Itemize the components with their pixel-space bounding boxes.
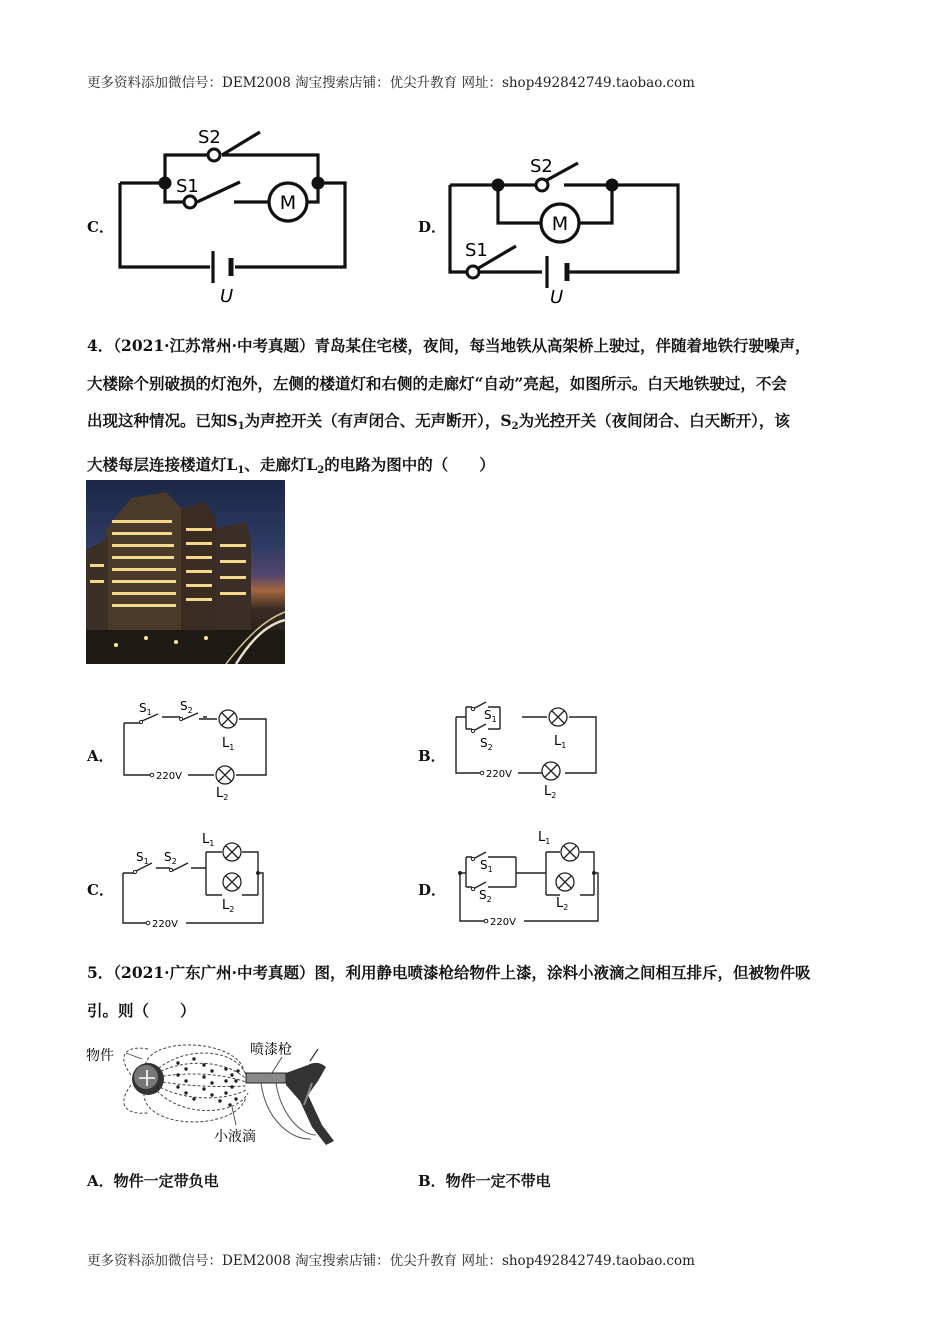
apartment-night-photo (86, 480, 285, 664)
q4-question-text: 4．（2021·江苏常州·中考真题）青岛某住宅楼，夜间，每当地铁从高架桥上驶过，伴随着地铁行驶噪声， 大楼除个别破损的灯泡外，左侧的楼道灯和右侧的走廊灯“自动”亮起，如图所示。白天地铁驶过，不会 出现这种情况。已知$S_1$为声控开关（有声闭合、无声断开），$S_2$为光控开关（夜间闭合、白天断开），该 大楼每层连接楼道灯$L_1$、走廊灯$L_2$的电路为图中的（ ） (87, 336, 811, 476)
svg-text:S2: $S_2$ (479, 888, 492, 904)
q5-question-text: 5．（2021·广东广州·中考真题）图，利用静电喷漆枪给物件上漆，涂料小液滴之间相互排斥，但被物件吸 引。则（ ） (87, 963, 811, 1020)
svg-text:220V: 220V (152, 919, 178, 930)
label-object: 物件 (86, 1048, 114, 1064)
label-droplet: 小液滴 (214, 1129, 256, 1145)
q4-circuit-b (448, 695, 608, 805)
q4-option-b-label[interactable]: B． (418, 747, 446, 765)
svg-text:L2: $L_2$ (222, 898, 235, 914)
q4-source: （2021·江苏常州·中考真题） (113, 336, 315, 355)
q3d-s2-label: S2 (530, 156, 553, 177)
q5-option-a[interactable]: A．物件一定带负电 (87, 1172, 219, 1190)
svg-text:S1: $S_1$ (136, 850, 149, 866)
q3-circuit-d (440, 150, 690, 310)
q4-circuit-d (448, 825, 608, 937)
q5-number: 5． (87, 963, 114, 982)
svg-text:220V: 220V (490, 917, 516, 928)
q5-source: （2021·广东广州·中考真题） (113, 963, 315, 982)
page-header: 更多资料添加微信号：DEM2008 淘宝搜索店铺：优尖升教育 网址：shop492842749.taobao.com (87, 75, 695, 91)
q3c-motor-label: M (279, 192, 297, 214)
svg-text:220V: 220V (486, 769, 512, 780)
q3c-u-label: U (220, 286, 234, 307)
q3c-s1-label: S1 (176, 176, 199, 197)
svg-text:S1: $S_1$ (484, 708, 497, 724)
svg-text:S1: $S_1$ (139, 701, 152, 717)
svg-text:L2: $L_2$ (216, 786, 229, 802)
svg-text:L1: $L_1$ (222, 736, 235, 752)
svg-text:S2: $S_2$ (180, 699, 193, 715)
q4-option-a-label[interactable]: A． (87, 747, 114, 765)
q3c-s2-label: S2 (198, 127, 221, 148)
q4-circuit-a (118, 695, 278, 805)
q4-circuit-c (118, 825, 278, 937)
label-spray-gun: 喷漆枪 (250, 1042, 292, 1058)
q4-option-c-label[interactable]: C． (87, 881, 114, 899)
svg-text:S2: $S_2$ (164, 850, 177, 866)
q3-circuit-c (110, 120, 360, 310)
q3d-u-label: U (550, 287, 564, 308)
svg-text:L1: $L_1$ (202, 832, 215, 848)
page-footer: 更多资料添加微信号：DEM2008 淘宝搜索店铺：优尖升教育 网址：shop492842749.taobao.com (87, 1253, 695, 1269)
q5-option-b[interactable]: B．物件一定不带电 (418, 1172, 551, 1190)
q3-option-d-label[interactable]: D． (418, 218, 447, 236)
q3d-motor-label: M (551, 213, 569, 235)
q4-number: 4． (87, 336, 114, 355)
svg-text:L2: $L_2$ (544, 784, 557, 800)
q3-option-c-label[interactable]: C． (87, 218, 114, 236)
q4-option-d-label[interactable]: D． (418, 881, 447, 899)
spray-gun-figure (86, 1035, 356, 1150)
svg-text:L1: $L_1$ (538, 830, 551, 846)
svg-text:220V: 220V (156, 771, 182, 782)
svg-text:S1: $S_1$ (480, 858, 493, 874)
svg-text:L2: $L_2$ (556, 896, 569, 912)
q3d-s1-label: S1 (465, 240, 488, 261)
svg-text:L1: $L_1$ (554, 734, 567, 750)
svg-text:S2: $S_2$ (480, 736, 493, 752)
